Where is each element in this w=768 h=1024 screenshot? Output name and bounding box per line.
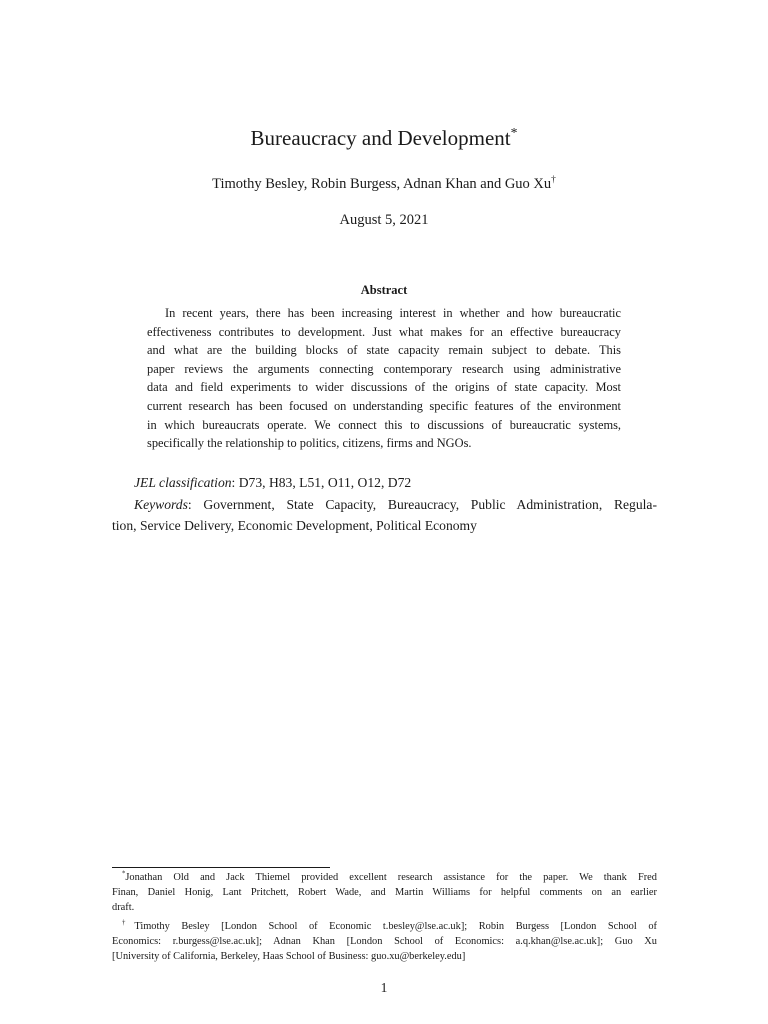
abstract-line: data and field experiments to wider discussions of the origins of state capacity. Most	[147, 380, 621, 395]
footnote	[112, 919, 657, 965]
abstract-line: specifically the relationship to politics, citizens, firms and NGOs.	[147, 436, 472, 451]
keywords-separator: :	[187, 497, 204, 512]
footnote-line: [University of California, Berkeley, Haas School of Business: guo.xu@berkeley.edu]	[112, 951, 466, 963]
title-footnote-marker: *	[510, 125, 518, 140]
keywords-label: Keywords	[134, 497, 188, 512]
keywords-line	[112, 494, 657, 515]
author-names: Timothy Besley, Robin Burgess, Adnan Khan and Guo Xu	[212, 176, 552, 192]
footnote-text: Jonathan Old and Jack Thiemel provided excellent research assistance for the paper. We thank Fred	[125, 872, 657, 883]
abstract-line: and what are the building blocks of state capacity remain subject to debate. This	[147, 343, 621, 358]
footnote-marker: †	[122, 919, 135, 927]
abstract-line: in which bureaucrats operate. We connect this to discussions of bureaucratic systems,	[147, 417, 621, 432]
paper-title	[0, 126, 768, 151]
footnotes	[112, 870, 657, 964]
footnote-marker: *	[122, 870, 126, 878]
jel-classification	[112, 472, 657, 493]
keywords-line: tion, Service Delivery, Economic Development, Political Economy	[112, 518, 477, 533]
footnote-line: draft.	[112, 902, 135, 914]
page-number: 1	[380, 980, 388, 995]
footnote-rule	[112, 867, 330, 868]
abstract-line: effectiveness contributes to development. Just what makes for an effective bureaucracy	[147, 324, 621, 339]
author-footnote-marker: †	[551, 175, 556, 186]
abstract-body	[147, 304, 621, 453]
paper-date: August 5, 2021	[339, 212, 429, 228]
footnote-line: Finan, Daniel Honig, Lant Pritchett, Robert Wade, and Martin Williams for helpful comments on an earlier	[112, 887, 657, 899]
footnote-line: Economics: r.burgess@lse.ac.uk]; Adnan Khan [London School of Economics: a.q.khan@lse.ac.uk]; Guo Xu	[112, 935, 657, 947]
jel-codes: D73, H83, L51, O11, O12, D72	[238, 475, 412, 490]
abstract-line: In recent years, there has been increasing interest in whether and how bureaucratic	[165, 306, 621, 320]
footnote-text: Timothy Besley [London School of Economic t.besley@lse.ac.uk]; Robin Burgess [London School of	[134, 920, 657, 932]
jel-label: JEL classification	[134, 475, 232, 490]
jel-separator: :	[231, 475, 239, 490]
footnote-line	[112, 919, 657, 934]
keywords-text: Government, State Capacity, Bureaucracy, Public Administration, Regula-	[203, 497, 657, 512]
abstract-line: current research has been focused on understanding specific features of the environment	[147, 398, 621, 413]
footnote-line	[112, 870, 657, 885]
abstract-heading: Abstract	[360, 283, 408, 297]
footnote	[112, 870, 657, 916]
keywords	[112, 494, 657, 536]
author-list	[0, 176, 768, 193]
paper-title-text: Bureaucracy and Development	[250, 126, 511, 150]
abstract-line: paper reviews the arguments connecting contemporary research using administrative	[147, 361, 621, 376]
